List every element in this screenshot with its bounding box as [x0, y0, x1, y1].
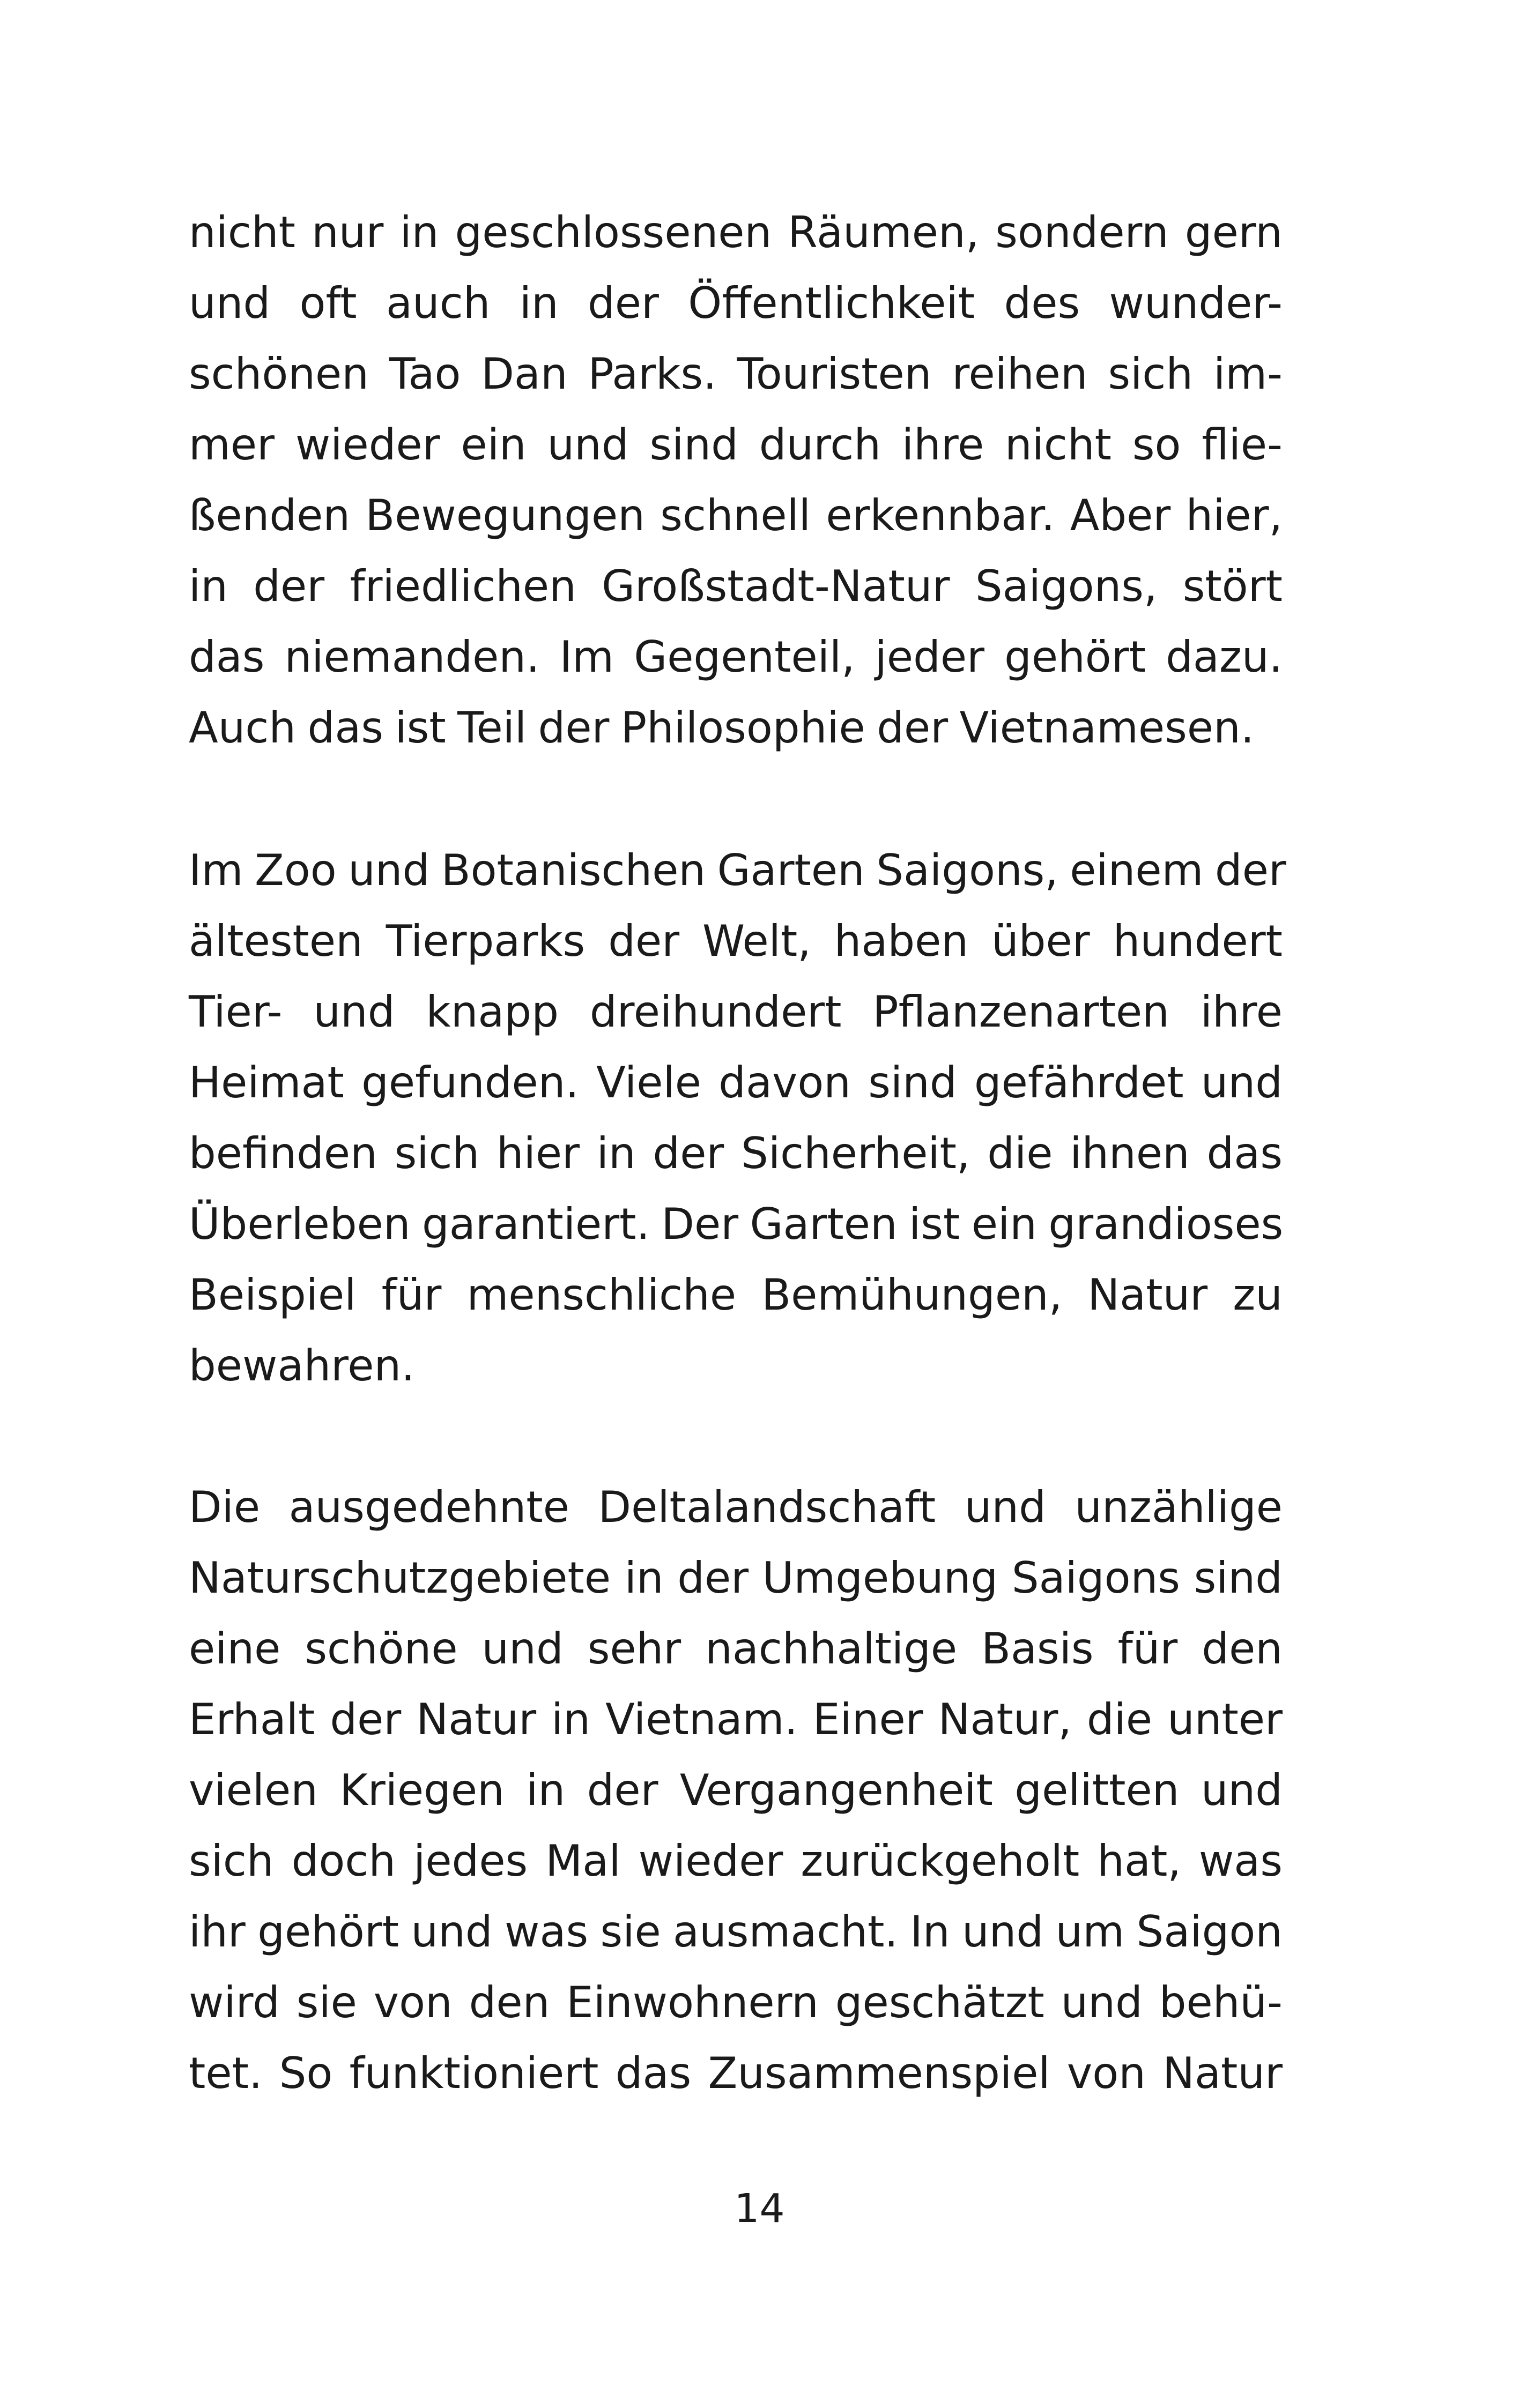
text-line: Erhalt der Natur in Vietnam. Einer Natur, die unter [189, 1694, 1283, 1744]
text-line: Tier- und knapp dreihundert Pflanzenarten ihre [189, 987, 1283, 1037]
text-line: ßenden Bewegungen schnell erkennbar. Aber hier, [189, 490, 1283, 540]
text-line: wird sie von den Einwohnern geschätzt und behü- [189, 1978, 1283, 2027]
text-line: das niemanden. Im Gegenteil, jeder gehört dazu. [189, 632, 1283, 682]
text-line: bewahren. [189, 1341, 415, 1391]
text-line: befinden sich hier in der Sicherheit, die ihnen das [189, 1128, 1283, 1178]
text-line: Die ausgedehnte Deltalandschaft und unzählige [189, 1482, 1283, 1532]
text-line: schönen Tao Dan Parks. Touristen reihen sich im- [189, 349, 1283, 399]
text-line: Heimat gefunden. Viele davon sind gefährdet und [189, 1058, 1283, 1108]
text-line: ältesten Tierparks der Welt, haben über hundert [189, 916, 1283, 966]
paragraph-2 [189, 835, 1286, 1401]
paragraph-1 [189, 197, 1283, 763]
text-line: Im Zoo und Botanischen Garten Saigons, einem der [189, 845, 1286, 895]
text-line: ihr gehört und was sie ausmacht. In und um Saigon [189, 1907, 1283, 1957]
text-line: sich doch jedes Mal wieder zurückgeholt hat, was [189, 1836, 1283, 1886]
page-number: 14 [734, 2186, 785, 2232]
text-line: vielen Kriegen in der Vergangenheit gelitten und [189, 1765, 1283, 1815]
text-line: eine schöne und sehr nachhaltige Basis für den [189, 1624, 1283, 1674]
text-line: Überleben garantiert. Der Garten ist ein grandioses [189, 1199, 1284, 1249]
text-line: mer wieder ein und sind durch ihre nicht so flie- [189, 420, 1283, 470]
text-line: Beispiel für menschliche Bemühungen, Natur zu [189, 1270, 1283, 1320]
text-line: Naturschutzgebiete in der Umgebung Saigons sind [189, 1553, 1283, 1603]
text-line: und oft auch in der Öffentlichkeit des wunder- [189, 278, 1283, 328]
text-line: Auch das ist Teil der Philosophie der Vietnamesen. [189, 703, 1255, 753]
text-line: nicht nur in geschlossenen Räumen, sondern gern [189, 207, 1283, 257]
text-line: tet. So funktioniert das Zusammenspiel von Natur [189, 2048, 1283, 2098]
text-line: in der friedlichen Großstadt-Natur Saigons, stört [189, 561, 1283, 611]
paragraph-3 [189, 1472, 1283, 2109]
